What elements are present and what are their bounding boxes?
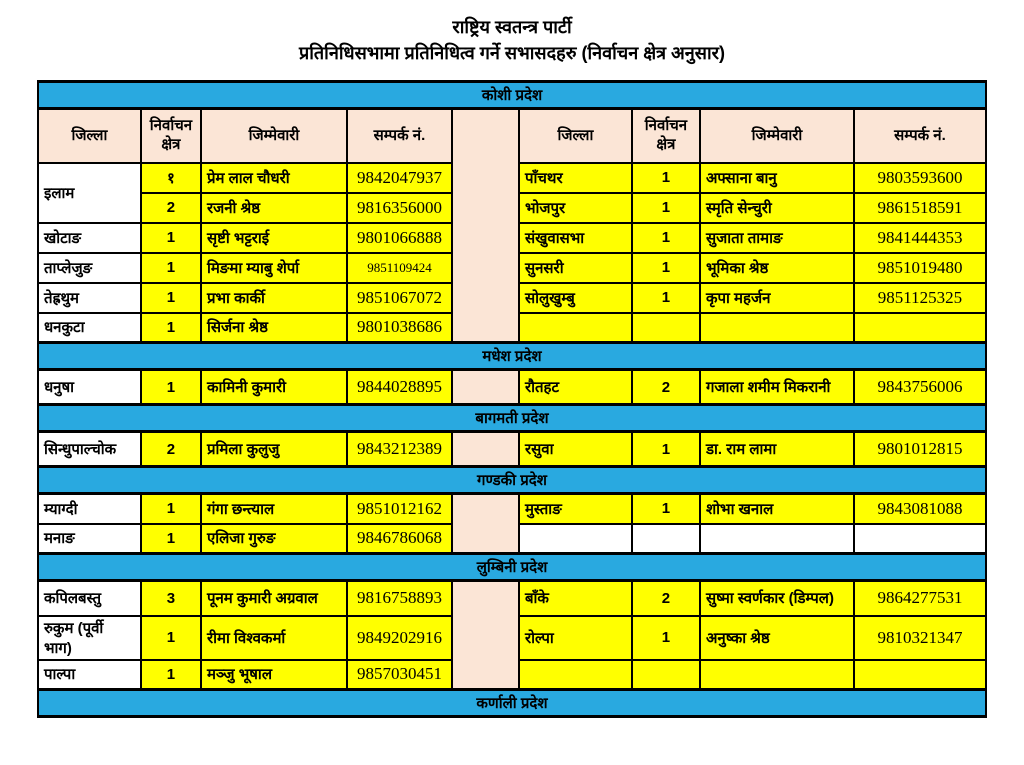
district-cell: कपिलबस्तु (38, 581, 141, 616)
contact-cell: 9857030451 (347, 660, 452, 690)
province-header-lumbini: लुम्बिनी प्रदेश (38, 554, 986, 581)
province-header-koshi: कोशी प्रदेश (38, 82, 986, 109)
table-row (38, 494, 986, 524)
contact-cell-empty (854, 524, 986, 554)
name-cell-empty (700, 313, 854, 343)
district-cell: बाँके (519, 581, 632, 616)
constituency-cell: 2 (632, 370, 700, 405)
district-cell: खोटाङ (38, 223, 141, 253)
constituency-cell: 3 (141, 581, 201, 616)
contact-cell: 9843212389 (347, 432, 452, 467)
constituency-cell: 1 (141, 660, 201, 690)
district-cell: धनुषा (38, 370, 141, 405)
district-cell: रोल्पा (519, 616, 632, 660)
table-row (38, 370, 986, 405)
name-cell: गंगा छन्त्याल (201, 494, 347, 524)
contact-cell: 9851125325 (854, 283, 986, 313)
district-cell: म्याग्दी (38, 494, 141, 524)
page-subtitle: प्रतिनिधिसभामा प्रतिनिधित्व गर्ने सभासदहरु (निर्वाचन क्षेत्र अनुसार) (299, 43, 725, 63)
district-cell: इलाम (38, 163, 141, 223)
district-cell: भोजपुर (519, 193, 632, 223)
contact-cell: 9801038686 (347, 313, 452, 343)
name-cell: अनुष्का श्रेष्ठ (700, 616, 854, 660)
district-cell: पाँचथर (519, 163, 632, 193)
contact-cell-empty (854, 313, 986, 343)
name-cell: प्रभा कार्की (201, 283, 347, 313)
district-cell-empty (519, 524, 632, 554)
name-cell: सुजाता तामाङ (700, 223, 854, 253)
province-header-gandaki: गण्डकी प्रदेश (38, 467, 986, 494)
column-header-responsibility-right: जिम्मेवारी (700, 109, 854, 163)
contact-cell: 9861518591 (854, 193, 986, 223)
constituency-cell: 1 (141, 223, 201, 253)
constituency-cell: 1 (141, 253, 201, 283)
name-cell: प्रमिला कुलुजु (201, 432, 347, 467)
column-header-district-left: जिल्ला (38, 109, 141, 163)
district-cell: ताप्लेजुङ (38, 253, 141, 283)
constituency-cell: 1 (141, 616, 201, 660)
district-cell: संखुवासभा (519, 223, 632, 253)
contact-cell: 9816356000 (347, 193, 452, 223)
column-header-row (38, 109, 986, 163)
province-row-bagmati (38, 405, 986, 432)
name-cell: रीमा विश्वकर्मा (201, 616, 347, 660)
contact-cell: 9816758893 (347, 581, 452, 616)
district-cell: सोलुखुम्बु (519, 283, 632, 313)
spacer-cell-gandaki (452, 494, 519, 554)
constituency-cell: १ (141, 163, 201, 193)
column-header-responsibility-left: जिम्मेवारी (201, 109, 347, 163)
column-header-district-right: जिल्ला (519, 109, 632, 163)
constituency-cell: 2 (141, 193, 201, 223)
contact-cell: 9846786068 (347, 524, 452, 554)
name-cell: कामिनी कुमारी (201, 370, 347, 405)
constituency-cell: 1 (632, 616, 700, 660)
name-cell: कृपा महर्जन (700, 283, 854, 313)
contact-cell: 9851019480 (854, 253, 986, 283)
name-cell-empty (700, 524, 854, 554)
contact-cell: 9851067072 (347, 283, 452, 313)
name-cell: सृष्टी भट्टराई (201, 223, 347, 253)
district-cell: रसुवा (519, 432, 632, 467)
province-row-lumbini (38, 554, 986, 581)
name-cell: भूमिका श्रेष्ठ (700, 253, 854, 283)
constituency-cell: 1 (632, 494, 700, 524)
column-header-contact-right: सम्पर्क नं. (854, 109, 986, 163)
name-cell: सुष्मा स्वर्णकार (डिम्पल) (700, 581, 854, 616)
name-cell: सिर्जना श्रेष्ठ (201, 313, 347, 343)
name-cell: एलिजा गुरुङ (201, 524, 347, 554)
constituency-cell: 1 (141, 313, 201, 343)
constituency-cell: 1 (632, 432, 700, 467)
name-cell: मिङमा म्याबु शेर्पा (201, 253, 347, 283)
district-cell-empty (519, 313, 632, 343)
contact-cell: 9849202916 (347, 616, 452, 660)
constituency-cell: 1 (632, 283, 700, 313)
name-cell: स्मृति सेन्चुरी (700, 193, 854, 223)
constituency-cell: 1 (632, 253, 700, 283)
constituency-cell-empty (632, 524, 700, 554)
table-row (38, 581, 986, 616)
contact-cell: 9851109424 (347, 253, 452, 283)
column-header-contact-left: सम्पर्क नं. (347, 109, 452, 163)
name-cell: मञ्जु भूषाल (201, 660, 347, 690)
name-cell: डा. राम लामा (700, 432, 854, 467)
province-row-gandaki (38, 467, 986, 494)
column-header-constituency-left: निर्वाचन क्षेत्र (141, 109, 201, 163)
name-cell: पूनम कुमारी अग्रवाल (201, 581, 347, 616)
contact-cell: 9801066888 (347, 223, 452, 253)
title-block (0, 14, 1024, 66)
contact-cell: 9843081088 (854, 494, 986, 524)
district-cell: धनकुटा (38, 313, 141, 343)
name-cell: अफ्साना बानु (700, 163, 854, 193)
column-header-constituency-right: निर्वाचन क्षेत्र (632, 109, 700, 163)
constituency-cell: 1 (632, 193, 700, 223)
contact-cell: 9851012162 (347, 494, 452, 524)
constituency-cell: 1 (141, 283, 201, 313)
contact-cell: 9841444353 (854, 223, 986, 253)
representatives-table (37, 80, 987, 718)
contact-cell: 9803593600 (854, 163, 986, 193)
constituency-cell: 1 (141, 370, 201, 405)
district-cell: सिन्धुपाल्चोक (38, 432, 141, 467)
constituency-cell: 1 (632, 223, 700, 253)
district-cell: तेह्रथुम (38, 283, 141, 313)
contact-cell: 9842047937 (347, 163, 452, 193)
province-header-karnali: कर्णाली प्रदेश (38, 690, 986, 717)
district-cell: मनाङ (38, 524, 141, 554)
district-cell: रुकुम (पूर्वी भाग) (38, 616, 141, 660)
spacer-cell-madhesh (452, 370, 519, 405)
contact-cell: 9843756006 (854, 370, 986, 405)
constituency-cell: 1 (632, 163, 700, 193)
spacer-cell-bagmati (452, 432, 519, 467)
name-cell: रजनी श्रेष्ठ (201, 193, 347, 223)
name-cell-empty (700, 660, 854, 690)
name-cell: गजाला शमीम मिकरानी (700, 370, 854, 405)
province-row-karnali (38, 690, 986, 717)
district-cell-empty (519, 660, 632, 690)
contact-cell: 9864277531 (854, 581, 986, 616)
contact-cell: 9844028895 (347, 370, 452, 405)
district-cell: सुनसरी (519, 253, 632, 283)
province-header-madhesh: मधेश प्रदेश (38, 343, 986, 370)
district-cell: रौतहट (519, 370, 632, 405)
constituency-cell-empty (632, 313, 700, 343)
constituency-cell: 1 (141, 524, 201, 554)
contact-cell-empty (854, 660, 986, 690)
province-row-koshi (38, 82, 986, 109)
district-cell: मुस्ताङ (519, 494, 632, 524)
district-cell: पाल्पा (38, 660, 141, 690)
province-header-bagmati: बागमती प्रदेश (38, 405, 986, 432)
name-cell: प्रेम लाल चौधरी (201, 163, 347, 193)
constituency-cell: 1 (141, 494, 201, 524)
contact-cell: 9801012815 (854, 432, 986, 467)
province-row-madhesh (38, 343, 986, 370)
constituency-cell-empty (632, 660, 700, 690)
contact-cell: 9810321347 (854, 616, 986, 660)
spacer-cell-lumbini (452, 581, 519, 690)
constituency-cell: 2 (141, 432, 201, 467)
name-cell: शोभा खनाल (700, 494, 854, 524)
spacer-cell-koshi (452, 109, 519, 343)
constituency-cell: 2 (632, 581, 700, 616)
table-row (38, 432, 986, 467)
page-title: राष्ट्रिय स्वतन्त्र पार्टी (452, 17, 572, 37)
